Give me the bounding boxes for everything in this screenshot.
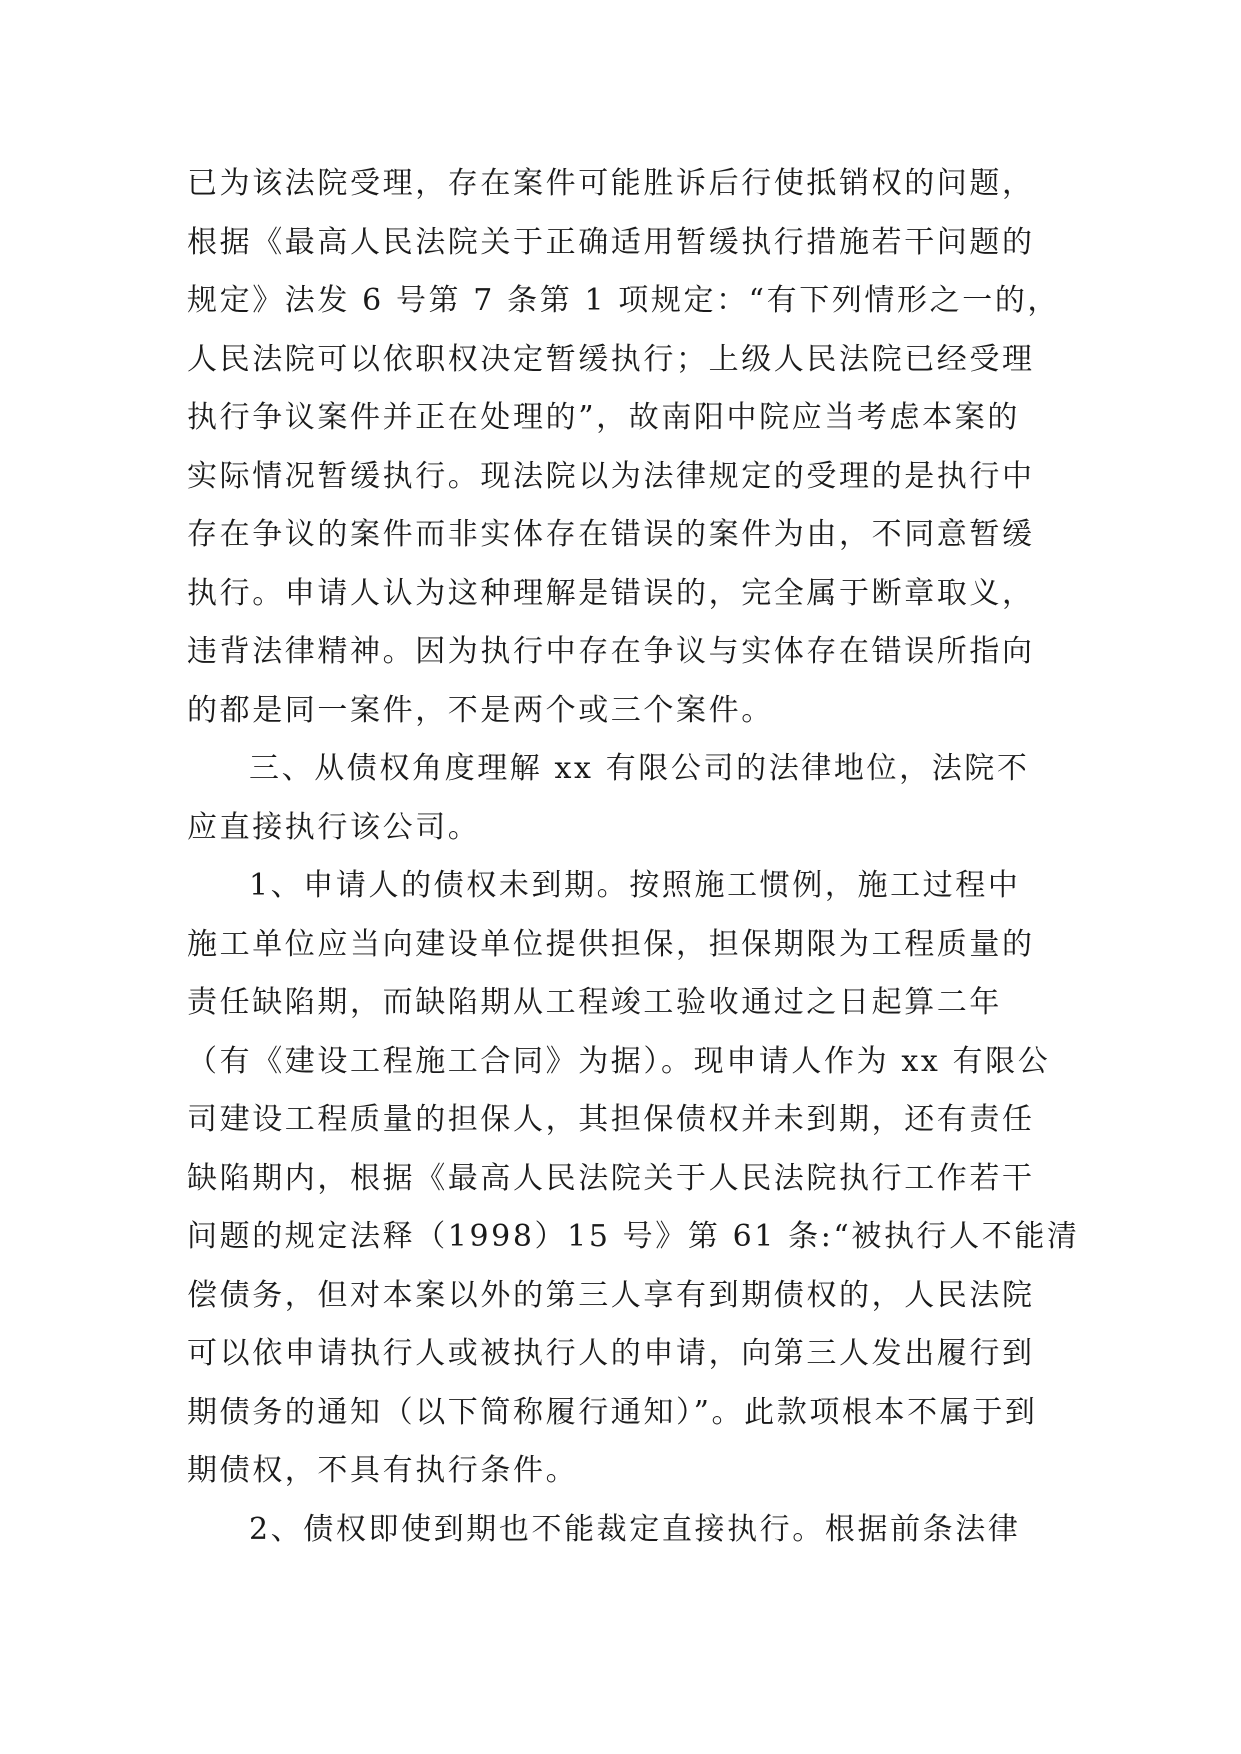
text-line: 执行。申请人认为这种理解是错误的，完全属于断章取义，: [187, 575, 1035, 611]
paragraph-first-line: 三、从债权角度理解 xx 有限公司的法律地位，法院不: [249, 751, 1030, 786]
text-line: 偿债务，但对本案以外的第三人享有到期债权的，人民法院: [187, 1277, 1035, 1313]
text-line: 存在争议的案件而非实体存在错误的案件为由，不同意暂缓: [187, 517, 1035, 552]
body-text: [187, 155, 1080, 1559]
text-line: 问题的规定法释（1998）15 号》第 61 条:“被执行人不能清: [187, 1219, 1080, 1254]
text-line: 施工单位应当向建设单位提供担保，担保期限为工程质量的: [187, 926, 1035, 962]
text-line: 规定》法发 6 号第 7 条第 1 项规定：“有下列情形之一的，: [187, 283, 1061, 318]
text-line: 责任缺陷期，而缺陷期从工程竣工验收通过之日起算二年: [187, 985, 1002, 1020]
text-line: 已为该法院受理，存在案件可能胜诉后行使抵销权的问题，: [187, 166, 1035, 201]
text-line: 期债务的通知（以下简称履行通知）”。此款项根本不属于到: [187, 1394, 1038, 1430]
text-line: 违背法律精神。因为执行中存在争议与实体存在错误所指向: [187, 634, 1035, 669]
text-line: 应直接执行该公司。: [187, 809, 481, 845]
text-line: （有《建设工程施工合同》为据）。现申请人作为 xx 有限公: [187, 1043, 1051, 1079]
text-line: 根据《最高人民法院关于正确适用暂缓执行措施若干问题的: [187, 224, 1035, 260]
text-line: 的都是同一案件，不是两个或三个案件。: [187, 692, 774, 728]
text-line: 人民法院可以依职权决定暂缓执行；上级人民法院已经受理: [187, 341, 1035, 377]
paragraph-first-line: 1、申请人的债权未到期。按照施工惯例，施工过程中: [249, 868, 1021, 903]
text-line: 可以依申请执行人或被执行人的申请，向第三人发出履行到: [187, 1336, 1035, 1371]
text-line: 司建设工程质量的担保人，其担保债权并未到期，还有责任: [187, 1102, 1035, 1137]
text-line: 实际情况暂缓执行。现法院以为法律规定的受理的是执行中: [187, 458, 1035, 494]
text-line: 缺陷期内，根据《最高人民法院关于人民法院执行工作若干: [187, 1160, 1035, 1196]
text-line: 执行争议案件并正在处理的”，故南阳中院应当考虑本案的: [187, 400, 1020, 435]
text-line: 期债权，不具有执行条件。: [187, 1453, 579, 1488]
paragraph-first-line: 2、债权即使到期也不能裁定直接执行。根据前条法律: [249, 1511, 1021, 1547]
